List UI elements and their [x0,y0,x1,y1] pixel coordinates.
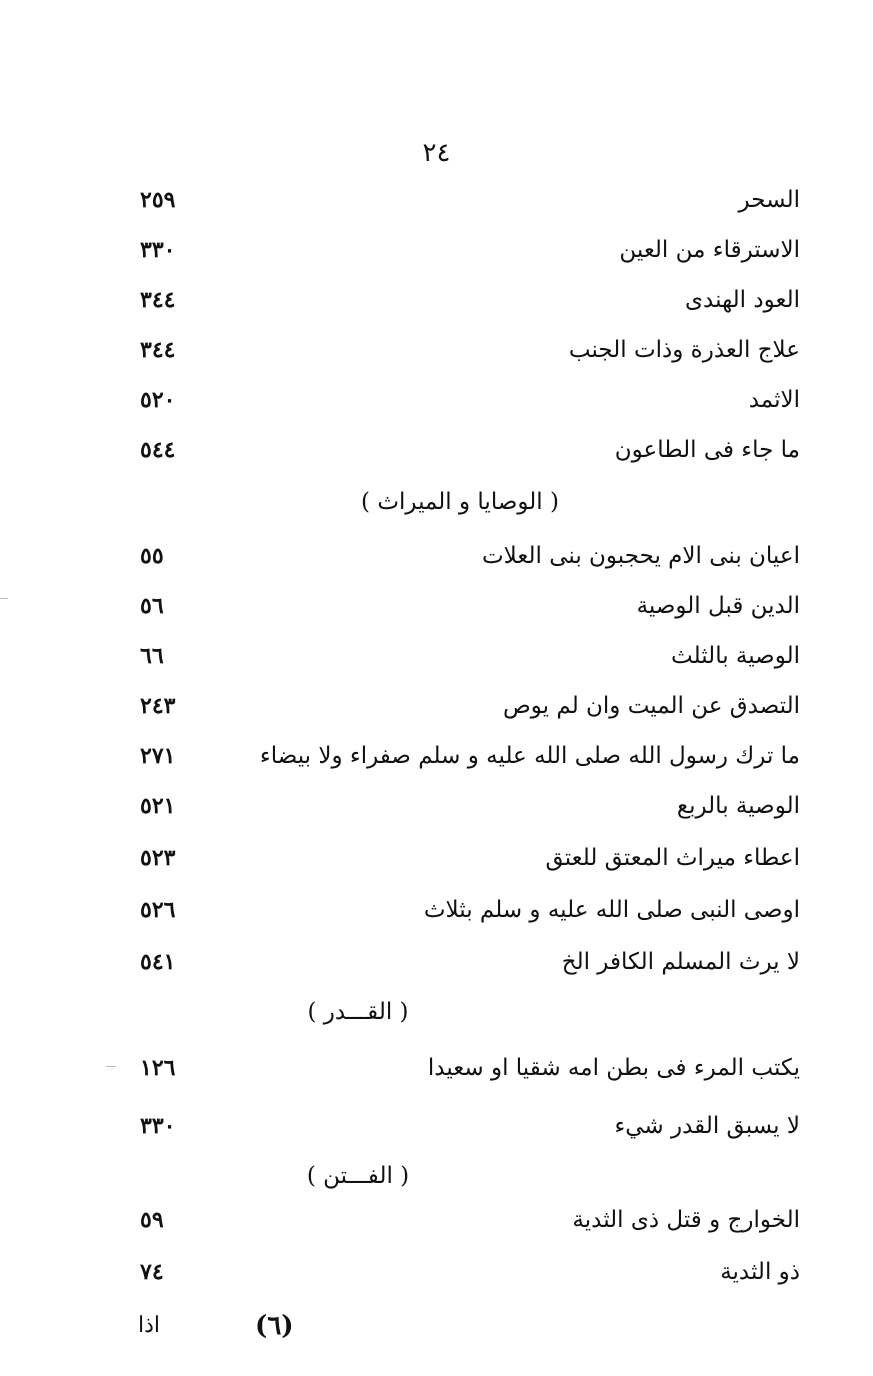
entry-title: ما جاء فى الطاعون [614,437,800,463]
entry-page: ٥٩ [140,1207,164,1233]
entry-title: اعطاء ميراث المعتق للعتق [545,845,800,871]
entry-page: ٥٢٠ [140,387,176,413]
entry-title: العود الهندى [685,287,800,313]
index-entry [120,380,800,420]
entry-page: ٥٦ [140,593,164,619]
entry-page: ٢٤٣ [140,693,176,719]
entry-page: ٢٥٩ [140,187,176,213]
entry-title: ما ترك رسول الله صلى الله عليه و سلم صفراء ولا بيضاء [259,743,800,769]
index-entry [120,180,800,220]
entry-title: اوصى النبى صلى الله عليه و سلم بثلاث [423,897,800,923]
scan-mark [106,1066,116,1067]
entry-page: ٣٤٤ [140,287,176,313]
entry-title: الوصية بالثلث [671,643,800,669]
entry-page: ٥٢٦ [140,897,176,923]
section-heading: ( الوصايا و الميراث ) [361,489,559,515]
page-number: ٢٤ [422,138,451,168]
index-entry [120,890,800,930]
entry-title: الوصية بالربع [676,793,800,819]
index-entry [120,736,800,776]
signature-mark: (٦) [255,1311,294,1341]
page-footer [0,1304,873,1348]
scan-mark [0,598,8,599]
entry-page: ٣٣٠ [140,1113,176,1139]
entry-page: ٣٤٤ [140,337,176,363]
index-entry [120,586,800,626]
index-entry [120,230,800,270]
index-entry [120,942,800,982]
index-entry [120,686,800,726]
index-entry [120,636,800,676]
index-entry [120,536,800,576]
entry-page: ٥٥ [140,543,164,569]
index-entry [120,1252,800,1292]
section-heading: ( الفـــتن ) [306,1163,410,1189]
index-entry [120,786,800,826]
entry-title: الاسترقاء من العين [619,237,800,263]
entry-title: الاثمد [748,387,800,413]
entry-title: لا يرث المسلم الكافر الخ [561,949,800,975]
section-heading: ( القـــدر ) [307,999,409,1025]
index-entry [120,430,800,470]
entry-page: ١٢٦ [140,1055,176,1081]
entry-page: ٧٤ [140,1259,164,1285]
catchword: اذا [138,1313,161,1338]
entry-title: ذو الثدية [720,1259,800,1285]
entry-page: ٥٢٣ [140,845,176,871]
entry-title: علاج العذرة وذات الجنب [568,337,800,363]
entry-page: ٥٤٤ [140,437,176,463]
entry-title: التصدق عن الميت وان لم يوص [502,693,800,719]
entry-title: الدين قبل الوصية [636,593,800,619]
entry-page: ٥٤١ [140,949,176,975]
entry-page: ٥٢١ [140,793,176,819]
index-entry [120,280,800,320]
entry-title: السحر [738,187,800,213]
index-entry [120,1048,800,1088]
entry-page: ٣٣٠ [140,237,176,263]
entry-page: ٦٦ [140,643,164,669]
entry-title: يكتب المرء فى بطن امه شقيا او سعيدا [427,1055,800,1081]
index-entry [120,1106,800,1146]
entry-title: الخوارج و قتل ذى الثدية [572,1207,800,1233]
entry-page: ٢٧١ [140,743,176,769]
index-entry [120,1200,800,1240]
index-entry [120,330,800,370]
entry-title: لا يسبق القدر شيء [614,1113,800,1139]
entry-title: اعيان بنى الام يحجبون بنى العلات [482,543,800,569]
index-entry [120,838,800,878]
